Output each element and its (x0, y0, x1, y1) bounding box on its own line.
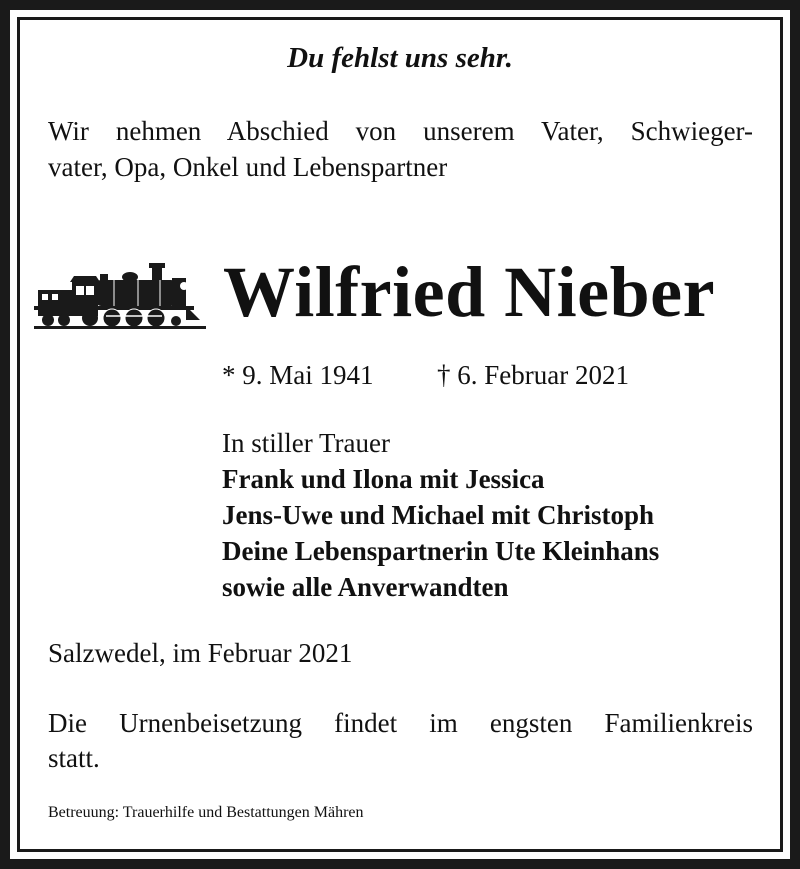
intro-line: Wir nehmen Abschied von unserem Vater, Schwieger- (48, 116, 753, 146)
mourner-line: Jens-Uwe und Michael mit Christoph (222, 500, 655, 530)
birth-date: * 9. Mai 1941 (222, 360, 374, 390)
funeral-home-credit: Betreuung: Trauerhilfe und Bestattungen Mähren (48, 804, 364, 821)
intro-line: vater, Opa, Onkel und Lebenspartner (48, 152, 448, 182)
death-date: † 6. Februar 2021 (437, 360, 629, 390)
mourners-block (222, 425, 659, 605)
steam-locomotive-icon (34, 256, 206, 332)
motto-heading: Du fehlst uns sehr. (287, 42, 513, 74)
mourner-line: Frank und Ilona mit Jessica (222, 464, 545, 494)
mourning-lead: In stiller Trauer (222, 428, 390, 458)
mourner-line: Deine Lebenspartnerin Ute Kleinhans (222, 536, 660, 566)
burial-notice (48, 706, 753, 776)
burial-line: Die Urnenbeisetzung findet im engsten Familienkreis (48, 708, 753, 738)
place-date: Salzwedel, im Februar 2021 (48, 638, 353, 668)
intro-text (48, 113, 753, 185)
mourner-line: sowie alle Anverwandten (222, 572, 509, 602)
burial-line: statt. (48, 743, 100, 773)
deceased-name: Wilfried Nieber (223, 252, 716, 332)
